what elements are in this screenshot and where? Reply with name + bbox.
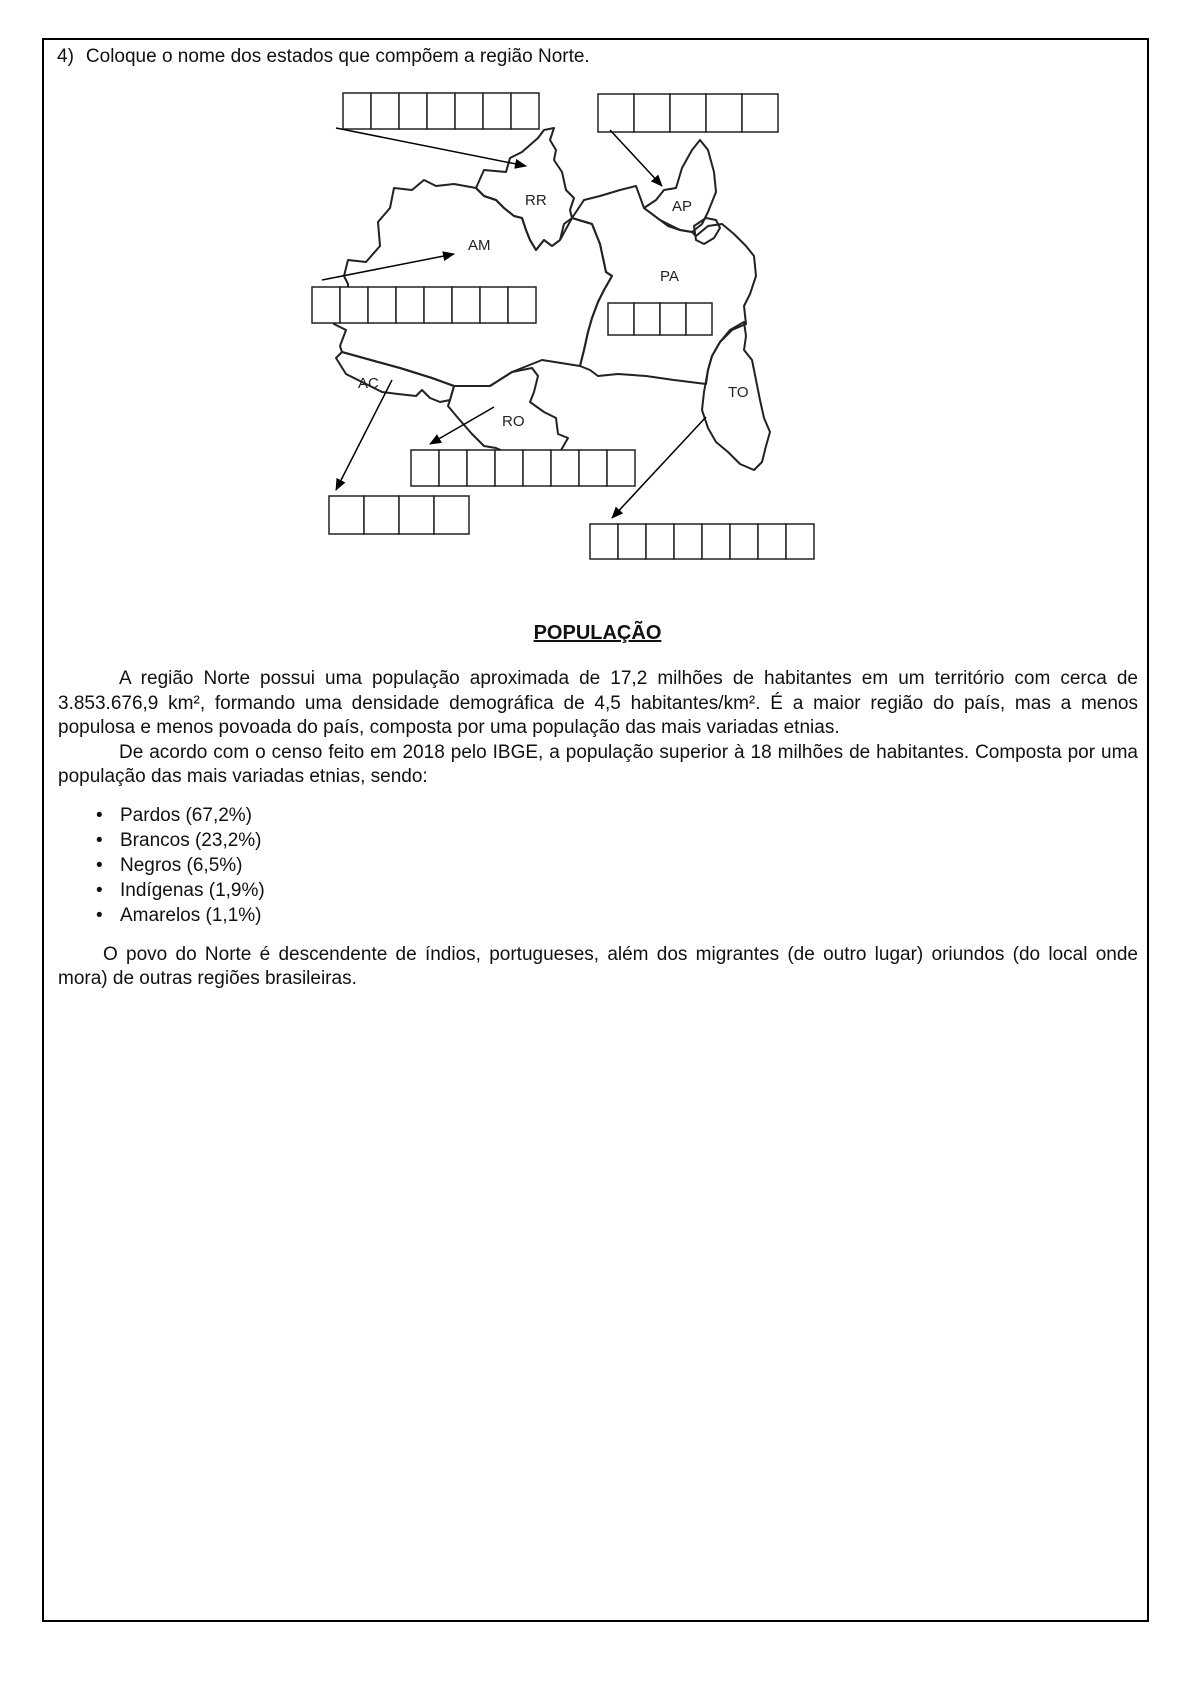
am-answer-box[interactable]	[424, 287, 452, 323]
north-region-map	[44, 40, 1151, 640]
ro-answer-box[interactable]	[579, 450, 607, 486]
ro-label: RO	[502, 413, 525, 430]
ac-label: AC	[358, 375, 379, 392]
ethnicity-list	[58, 804, 1138, 929]
am-answer-box[interactable]	[340, 287, 368, 323]
to-answer-boxes[interactable]	[590, 524, 814, 559]
ap-answer-box[interactable]	[598, 94, 634, 132]
question-number: 4)	[57, 46, 74, 67]
ap-answer-box[interactable]	[706, 94, 742, 132]
pa-answer-box[interactable]	[660, 303, 686, 335]
paragraph-2: De acordo com o censo feito em 2018 pelo IBGE, a população superior à 18 milhões de habitantes. Composta por uma população das mais variadas etnias, sendo:	[58, 741, 1138, 787]
am-answer-box[interactable]	[396, 287, 424, 323]
to-answer-box[interactable]	[730, 524, 758, 559]
rr-answer-boxes[interactable]	[343, 93, 539, 129]
ap-answer-box[interactable]	[670, 94, 706, 132]
to-answer-box[interactable]	[786, 524, 814, 559]
question-text: Coloque o nome dos estados que compõem a região Norte.	[85, 46, 590, 67]
am-answer-box[interactable]	[312, 287, 340, 323]
rr-answer-box[interactable]	[483, 93, 511, 129]
ro-answer-box[interactable]	[411, 450, 439, 486]
marajo-island-shape	[694, 218, 720, 244]
ac-answer-box[interactable]	[364, 496, 399, 534]
list-item: • Indígenas (1,9%)	[96, 879, 1138, 904]
list-item: • Amarelos (1,1%)	[96, 904, 1138, 929]
bullet-icon: •	[96, 904, 103, 926]
rr-state-shape	[476, 128, 574, 250]
ap-answer-box[interactable]	[742, 94, 778, 132]
rr-answer-box[interactable]	[511, 93, 539, 129]
ap-answer-box[interactable]	[634, 94, 670, 132]
am-answer-box[interactable]	[368, 287, 396, 323]
pa-answer-boxes[interactable]	[608, 303, 712, 335]
rr-answer-box[interactable]	[455, 93, 483, 129]
to-answer-box[interactable]	[702, 524, 730, 559]
ro-answer-box[interactable]	[439, 450, 467, 486]
page-frame	[42, 38, 1149, 1622]
list-item: • Negros (6,5%)	[96, 854, 1138, 879]
pa-answer-box[interactable]	[608, 303, 634, 335]
ac-arrow	[336, 380, 392, 490]
pa-state-shape	[572, 186, 756, 384]
ro-answer-box[interactable]	[467, 450, 495, 486]
rr-answer-box[interactable]	[371, 93, 399, 129]
rr-answer-box[interactable]	[427, 93, 455, 129]
rr-arrow	[336, 128, 526, 166]
bullet-icon: •	[96, 879, 103, 901]
to-answer-box[interactable]	[646, 524, 674, 559]
ap-answer-boxes[interactable]	[598, 94, 778, 132]
rr-answer-box[interactable]	[399, 93, 427, 129]
ro-answer-box[interactable]	[551, 450, 579, 486]
rr-label: RR	[525, 192, 547, 209]
section-body	[58, 667, 1138, 992]
ro-answer-box[interactable]	[523, 450, 551, 486]
to-label: TO	[728, 384, 749, 401]
ac-state-shape	[336, 352, 454, 402]
to-answer-box[interactable]	[590, 524, 618, 559]
am-label: AM	[468, 237, 491, 254]
pa-label: PA	[660, 268, 679, 285]
bullet-icon: •	[96, 804, 103, 826]
ac-answer-boxes[interactable]	[329, 496, 469, 534]
am-answer-box[interactable]	[480, 287, 508, 323]
ro-arrow	[430, 407, 494, 444]
paragraph-1: A região Norte possui uma população aproximada de 17,2 milhões de habitantes em um território com cerca de 3.853.676,9 km², formando uma densidade demográfica de 4,5 habitantes/km². É a maior região do país, mas a menos populosa e menos povoada do país, composta por uma população das mais variadas etnias.	[58, 668, 1138, 738]
am-answer-boxes[interactable]	[312, 287, 536, 323]
paragraph-3: O povo do Norte é descendente de índios, portugueses, além dos migrantes (de outro lugar) oriundos (do local onde mora) de outras regiões brasileiras.	[58, 943, 1138, 989]
ro-answer-boxes[interactable]	[411, 450, 635, 486]
ap-label: AP	[672, 198, 693, 215]
bullet-icon: •	[96, 829, 103, 851]
to-answer-box[interactable]	[674, 524, 702, 559]
pa-answer-box[interactable]	[686, 303, 712, 335]
list-item: • Pardos (67,2%)	[96, 804, 1138, 829]
ac-answer-box[interactable]	[329, 496, 364, 534]
section-title: POPULAÇÃO	[533, 622, 662, 644]
am-answer-box[interactable]	[508, 287, 536, 323]
ro-answer-box[interactable]	[607, 450, 635, 486]
list-item: • Brancos (23,2%)	[96, 829, 1138, 854]
ap-arrow	[610, 130, 662, 186]
pa-answer-box[interactable]	[634, 303, 660, 335]
to-answer-box[interactable]	[618, 524, 646, 559]
to-answer-box[interactable]	[758, 524, 786, 559]
bullet-icon: •	[96, 854, 103, 876]
ro-answer-box[interactable]	[495, 450, 523, 486]
am-answer-box[interactable]	[452, 287, 480, 323]
ac-answer-box[interactable]	[434, 496, 469, 534]
ac-answer-box[interactable]	[399, 496, 434, 534]
rr-answer-box[interactable]	[343, 93, 371, 129]
am-arrow	[322, 254, 454, 280]
